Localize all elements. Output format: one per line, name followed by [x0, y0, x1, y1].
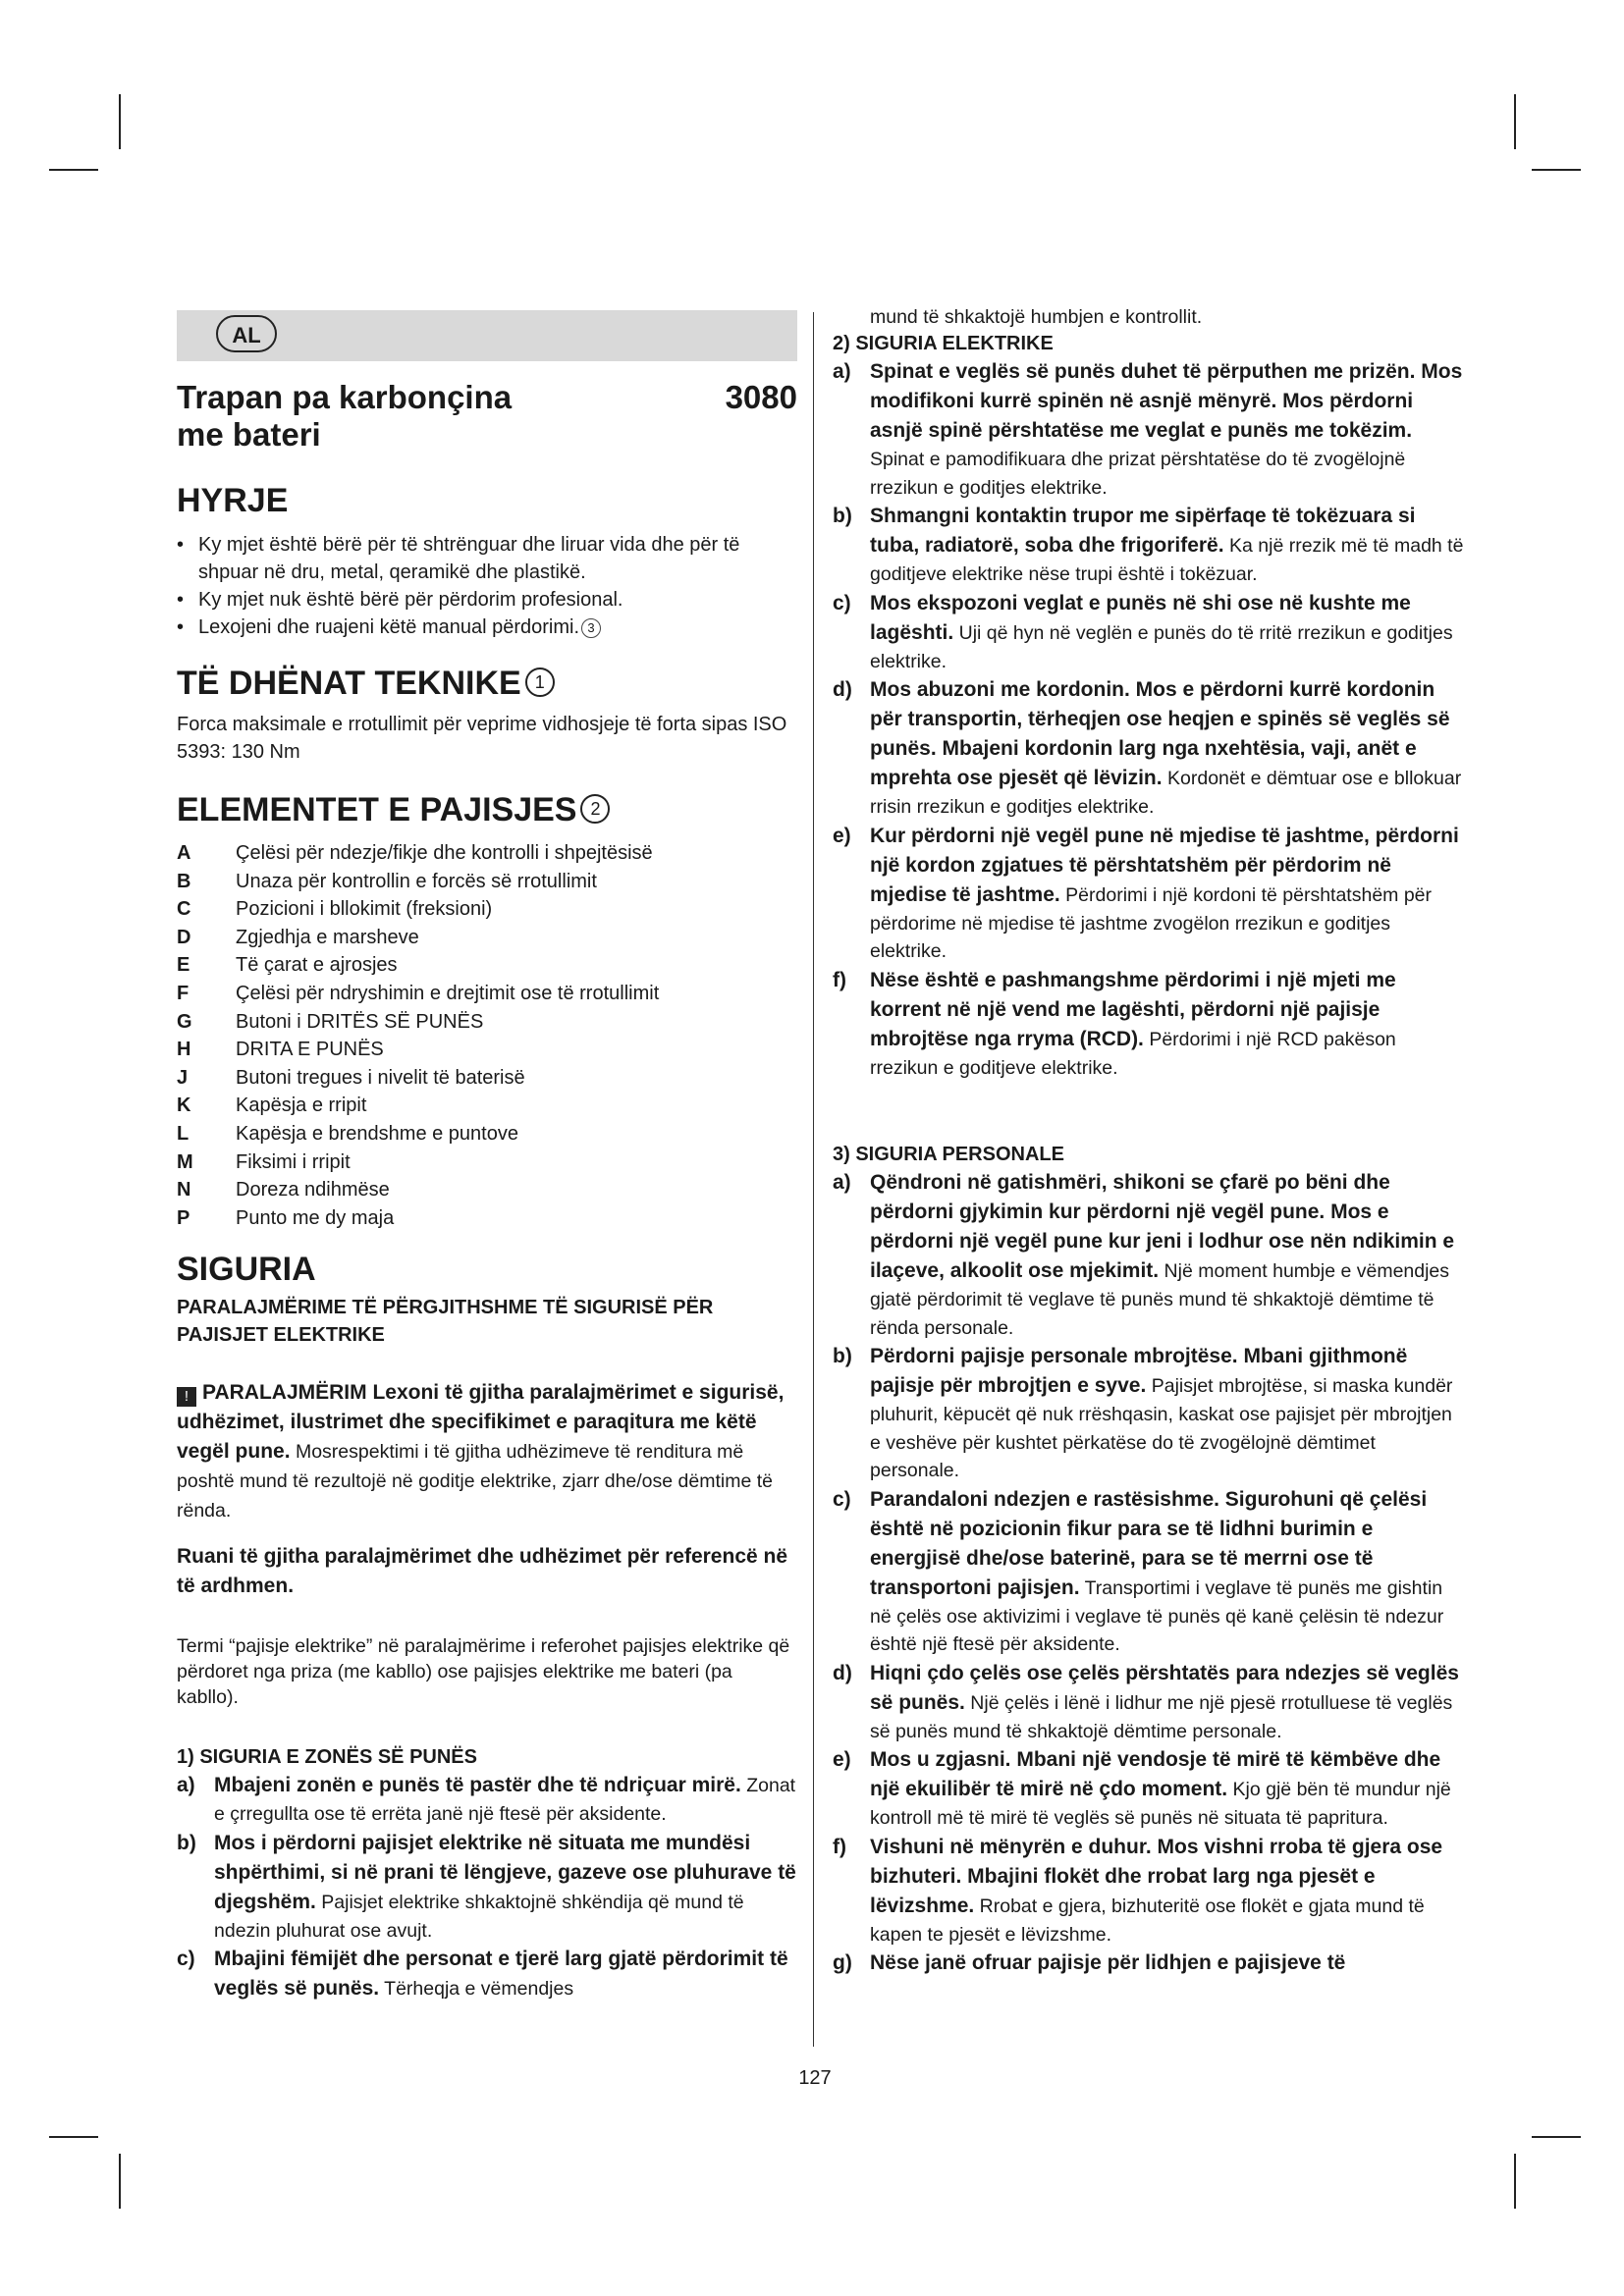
item-bold-text: Spinat e veglës së punës duhet të përputhen me prizën. Mos modifikoni kurrë spinën në asnjë mënyrë. Mos përdorni asnjë spinë përshtatëse me veglat e punës me tokëzim.	[870, 360, 1463, 442]
title-line-1: Trapan pa karbonçina	[177, 379, 513, 415]
page-number: 127	[798, 2067, 832, 2089]
item-bold-text: Nëse është e pashmangshme përdorimi i një mjeti me korrent në një vend me lagështi, përdorni një pajisje mbrojtëse nga rryma (RCD).	[870, 968, 1396, 1050]
part-label: Çelësi për ndezje/fikje dhe kontrolli i shpejtësisë	[236, 842, 653, 864]
item-text: Tërheqja e vëmendjes	[379, 1978, 574, 2000]
list-item	[177, 1204, 797, 1233]
page-title	[177, 379, 797, 454]
item-bold-text: Mos ekspozoni veglat e punës në shi ose në kushte me lagështi.	[870, 591, 1411, 644]
item-bold-text: Hiqni çdo çelës ose çelës përshtatës para ndezjes së veglës së punës.	[870, 1661, 1459, 1714]
personal-safety-items	[833, 1168, 1467, 1978]
item-bold-text: Nëse janë ofruar pajisje për lidhjen e pajisjeve të	[870, 1951, 1346, 1974]
item-text: Rrobat e gjera, bizhuteritë ose flokët e gjata mund të kapen te pjesët e lëvizshme.	[870, 1895, 1425, 1946]
keep-instructions: Ruani të gjitha paralajmërimet dhe udhëzimet për referencë në të ardhmen.	[177, 1545, 788, 1597]
item-text: Pajisjet elektrike shkaktojnë shkëndija që mund të ndezin pluhurat ose avujt.	[214, 1891, 744, 1942]
crop-mark	[49, 2136, 98, 2138]
list-item	[177, 839, 797, 868]
item-label: a)	[177, 1774, 195, 1796]
figure-ref-icon: 2	[580, 794, 610, 824]
item-label: e)	[833, 1748, 851, 1771]
crop-mark	[1532, 2136, 1581, 2138]
list-item	[833, 1342, 1467, 1485]
item-text: Spinat e pamodifikuara dhe prizat përshtatëse do të zvogëlojnë rrezikun e goditjes elektrike.	[870, 449, 1406, 499]
item-bold-text: Parandaloni ndezjen e rastësishme. Sigurohuni që çelësi është në pozicionin fikur para se të lidhni burimin e energjisë dhe/ose baterinë, para se të merrni ose të transportoni pajisjen.	[870, 1487, 1428, 1599]
list-item-text: Lexojeni dhe ruajeni këtë manual përdorimi.	[198, 616, 580, 638]
figure-ref-icon: 1	[525, 667, 555, 697]
work-area-items	[177, 1771, 797, 2003]
list-item	[833, 502, 1467, 589]
part-label: Kapësja e rripit	[236, 1095, 367, 1117]
model-number: 3080	[725, 379, 797, 415]
item-label: b)	[833, 1345, 852, 1367]
list-item	[177, 1092, 797, 1120]
item-text: Transportimi i veglave të punës me gishtin në çelës ose aktivizimi i veglave të punës që kanë çelësin të ndezur është një ftesë për aksidente.	[870, 1576, 1444, 1655]
part-key: H	[177, 1039, 191, 1061]
warning-text: Mosrespektimi i të gjitha udhëzimeve të renditura më poshtë mund të rezultojë në goditje elektrike, zjarr dhe/ose dëmtime të rënda.	[177, 1441, 773, 1522]
item-bold-text: Mbajini fëmijët dhe personat e tjerë larg gjatë përdorimit të veglës së punës.	[214, 1948, 788, 2000]
item-label: d)	[833, 1661, 852, 1684]
list-item	[177, 1176, 797, 1204]
part-label: DRITA E PUNËS	[236, 1039, 384, 1061]
part-key: A	[177, 842, 191, 864]
crop-mark	[49, 169, 98, 171]
list-item	[833, 966, 1467, 1083]
item-text: Pajisjet mbrojtëse, si maska kundër pluhurit, këpucët që nuk rrëshqasin, kaskat ose pajisjet për mbrojtjen e veshëve për kushtet përkatëse do të zvogëlojnë dëmtimet personale.	[870, 1375, 1453, 1481]
elements-heading	[177, 790, 610, 829]
part-label: Pozicioni i bllokimit (freksioni)	[236, 898, 493, 921]
item-label: f)	[833, 968, 846, 991]
part-label: Punto me dy maja	[236, 1206, 395, 1229]
tech-heading-text: TË DHËNAT TEKNIKE	[177, 665, 521, 702]
item-label: e)	[833, 824, 851, 847]
part-label: Unaza për kontrollin e forcës së rrotullimit	[236, 870, 597, 892]
item-label: c)	[833, 591, 851, 614]
language-bar	[177, 310, 797, 361]
list-item	[833, 1168, 1467, 1342]
tech-heading	[177, 664, 555, 703]
parts-list	[177, 839, 797, 1232]
crop-mark	[1532, 169, 1581, 171]
elements-heading-text: ELEMENTET E PAJISJES	[177, 791, 577, 828]
intro-bullets	[177, 531, 797, 641]
language-badge: AL	[216, 315, 277, 352]
list-item	[833, 1833, 1467, 1949]
item-text: Përdorimi i një RCD pakëson rrezikun e goditjeve elektrike.	[870, 1028, 1396, 1079]
crop-mark	[1514, 94, 1516, 149]
item-bold-text: Mos u zgjasni. Mbani një vendosje të mirë të këmbëve dhe një ekuilibër të mirë në çdo moment.	[870, 1748, 1441, 1800]
part-label: Butoni i DRITËS SË PUNËS	[236, 1010, 484, 1033]
item-label: c)	[177, 1948, 195, 1970]
item-text: Përdorimi i një kordoni të përshtatshëm për përdorime në mjedise të jashtme zvogëlon rrezikun e goditjes elektrike.	[870, 883, 1433, 962]
part-key: L	[177, 1122, 189, 1145]
list-item	[177, 868, 797, 896]
part-label: Kapësja e brendshme e puntove	[236, 1122, 518, 1145]
crop-mark	[119, 2154, 121, 2209]
list-item	[833, 1659, 1467, 1746]
item-label: f)	[833, 1835, 846, 1858]
list-item: • Ky mjet nuk është bërë për përdorim profesional.	[177, 586, 797, 614]
list-item	[177, 1829, 797, 1946]
item-bold-text: Mos abuzoni me kordonin. Mos e përdorni kurrë kordonin për transportin, tërheqjen ose heqjen e spinës së veglës së punës. Mbajeni kordonin larg nga nxehtësia, vaji, anët e mprehta ose pjesët që lëvizin.	[870, 678, 1450, 789]
part-key: D	[177, 926, 191, 948]
list-item	[177, 614, 797, 641]
title-line-2: me bateri	[177, 416, 321, 453]
item-label: b)	[833, 505, 852, 527]
tech-text: Forca maksimale e rrotullimit për veprime vidhosjeje të forta sipas ISO 5393: 130 Nm	[177, 714, 787, 763]
figure-ref-icon: 3	[581, 618, 601, 638]
item-text: Zonat e çrregullta ose të errëta janë një ftesë për aksidente.	[214, 1775, 796, 1825]
item-label: a)	[833, 360, 851, 383]
part-key: N	[177, 1179, 191, 1201]
list-item	[833, 1485, 1467, 1659]
part-key: C	[177, 898, 191, 921]
list-item	[177, 951, 797, 980]
item-text: Një moment humbje e vëmendjes gjatë përdorimit të veglave të punës mund të shkaktojë dëmtime të rënda personale.	[870, 1260, 1450, 1339]
continued-text: mund të shkaktojë humbjen e kontrollit.	[870, 306, 1203, 328]
safety-heading: SIGURIA	[177, 1251, 316, 1288]
term-definition: Termi “pajisje elektrike” në paralajmërime i referohet pajisjes elektrike që përdoret nga priza (me kabllo) ose pajisjes elektrike me bateri (pa kabllo).	[177, 1635, 790, 1708]
list-item	[177, 924, 797, 952]
item-text: Ka një rrezik më të madh të goditjeve elektrike nëse trupi është i tokëzuar.	[870, 535, 1464, 585]
column-divider	[813, 312, 814, 2047]
part-label: Fiksimi i rripit	[236, 1150, 351, 1173]
list-item	[833, 822, 1467, 966]
part-key: J	[177, 1066, 189, 1089]
part-label: Të çarat e ajrosjes	[236, 954, 398, 977]
part-label: Çelësi për ndryshimin e drejtimit ose të rrotullimit	[236, 982, 660, 1004]
part-label: Doreza ndihmëse	[236, 1179, 390, 1201]
item-label: g)	[833, 1951, 852, 1974]
warning-icon: !	[177, 1387, 196, 1407]
list-item	[833, 1949, 1467, 1978]
electrical-safety-items	[833, 357, 1467, 1082]
list-item	[177, 980, 797, 1008]
personal-safety-heading: 3) SIGURIA PERSONALE	[833, 1144, 1064, 1165]
item-bold-text: Përdorni pajisje personale mbrojtëse. Mbani gjithmonë pajisje për mbrojtjen e syve.	[870, 1345, 1408, 1397]
item-bold-text: Mos i përdorni pajisjet elektrike në situata me mundësi shpërthimi, si në prani të lëngjeve, gazeve ose pluhurave të djegshëm.	[214, 1831, 796, 1913]
item-text: Kordonët e dëmtuar ose e bllokuar rrisin rrezikun e goditjes elektrike.	[870, 768, 1462, 818]
part-key: G	[177, 1010, 192, 1033]
list-item	[177, 1771, 797, 1829]
list-item	[833, 675, 1467, 822]
list-item	[177, 895, 797, 924]
item-text: Një çelës i lënë i lidhur me një pjesë rrotulluese të veglës së punës mund të shkaktojë dëmtime personale.	[870, 1691, 1453, 1742]
list-item	[833, 589, 1467, 676]
item-bold-text: Kur përdorni një vegël pune në mjedise të jashtme, përdorni një kordon zgjatues të përshtatshëm për përdorim në mjedise të jashtme.	[870, 824, 1459, 906]
crop-mark	[119, 94, 121, 149]
general-warnings-heading: PARALAJMËRIME TË PËRGJITHSHME TË SIGURISË PËR PAJISJET ELEKTRIKE	[177, 1297, 714, 1346]
item-label: d)	[833, 678, 852, 701]
part-label: Butoni tregues i nivelit të baterisë	[236, 1066, 525, 1089]
part-key: P	[177, 1206, 190, 1229]
item-bold-text: Qëndroni në gatishmëri, shikoni se çfarë po bëni dhe përdorni gjykimin kur përdorni një vegël pune. Mos e përdorni një vegël pune kur jeni i lodhur ose nën ndikimin e ilaçeve, alkoolit ose mjekimit.	[870, 1171, 1455, 1282]
item-text: Kjo gjë bën të mundur një kontroll më të mirë të veglës së punës në situata të papritura.	[870, 1779, 1451, 1829]
list-item	[833, 357, 1467, 502]
item-bold-text: Mbajeni zonën e punës të pastër dhe të ndriçuar mirë.	[214, 1774, 741, 1796]
part-key: M	[177, 1150, 193, 1173]
part-key: F	[177, 982, 189, 1004]
list-item	[177, 1148, 797, 1177]
intro-heading: HYRJE	[177, 482, 289, 519]
item-bold-text: Vishuni në mënyrën e duhur. Mos vishni rroba të gjera ose bizhuteri. Mbajini flokët dhe rrobat larg nga pjesët e lëvizshme.	[870, 1835, 1443, 1917]
part-key: K	[177, 1095, 191, 1117]
work-area-heading: 1) SIGURIA E ZONËS SË PUNËS	[177, 1746, 477, 1768]
electrical-safety-heading: 2) SIGURIA ELEKTRIKE	[833, 333, 1054, 354]
part-key: B	[177, 870, 191, 892]
list-item	[177, 1008, 797, 1037]
list-item	[177, 1945, 797, 2003]
crop-mark	[1514, 2154, 1516, 2209]
list-item	[177, 1036, 797, 1064]
list-item	[177, 1064, 797, 1093]
item-text: Uji që hyn në veglën e punës do të rritë rrezikun e goditjes elektrike.	[870, 621, 1453, 672]
item-label: b)	[177, 1831, 196, 1854]
warning-bold-text: PARALAJMËRIM Lexoni të gjitha paralajmërimet e sigurisë, udhëzimet, ilustrimet dhe specifikimet e paraqitura me këtë vegël pune.	[177, 1381, 785, 1463]
list-item	[833, 1745, 1467, 1833]
part-label: Zgjedhja e marsheve	[236, 926, 419, 948]
part-key: E	[177, 954, 190, 977]
item-label: c)	[833, 1487, 851, 1511]
list-item: • Ky mjet është bërë për të shtrënguar dhe liruar vida dhe për të shpuar në dru, metal, qeramikë dhe plastikë.	[177, 531, 797, 586]
list-item	[177, 1120, 797, 1148]
item-bold-text: Shmangni kontaktin trupor me sipërfaqe të tokëzuara si tuba, radiatorë, soba dhe frigoriferë.	[870, 505, 1416, 557]
warning-paragraph	[177, 1378, 797, 1525]
item-label: a)	[833, 1171, 851, 1194]
